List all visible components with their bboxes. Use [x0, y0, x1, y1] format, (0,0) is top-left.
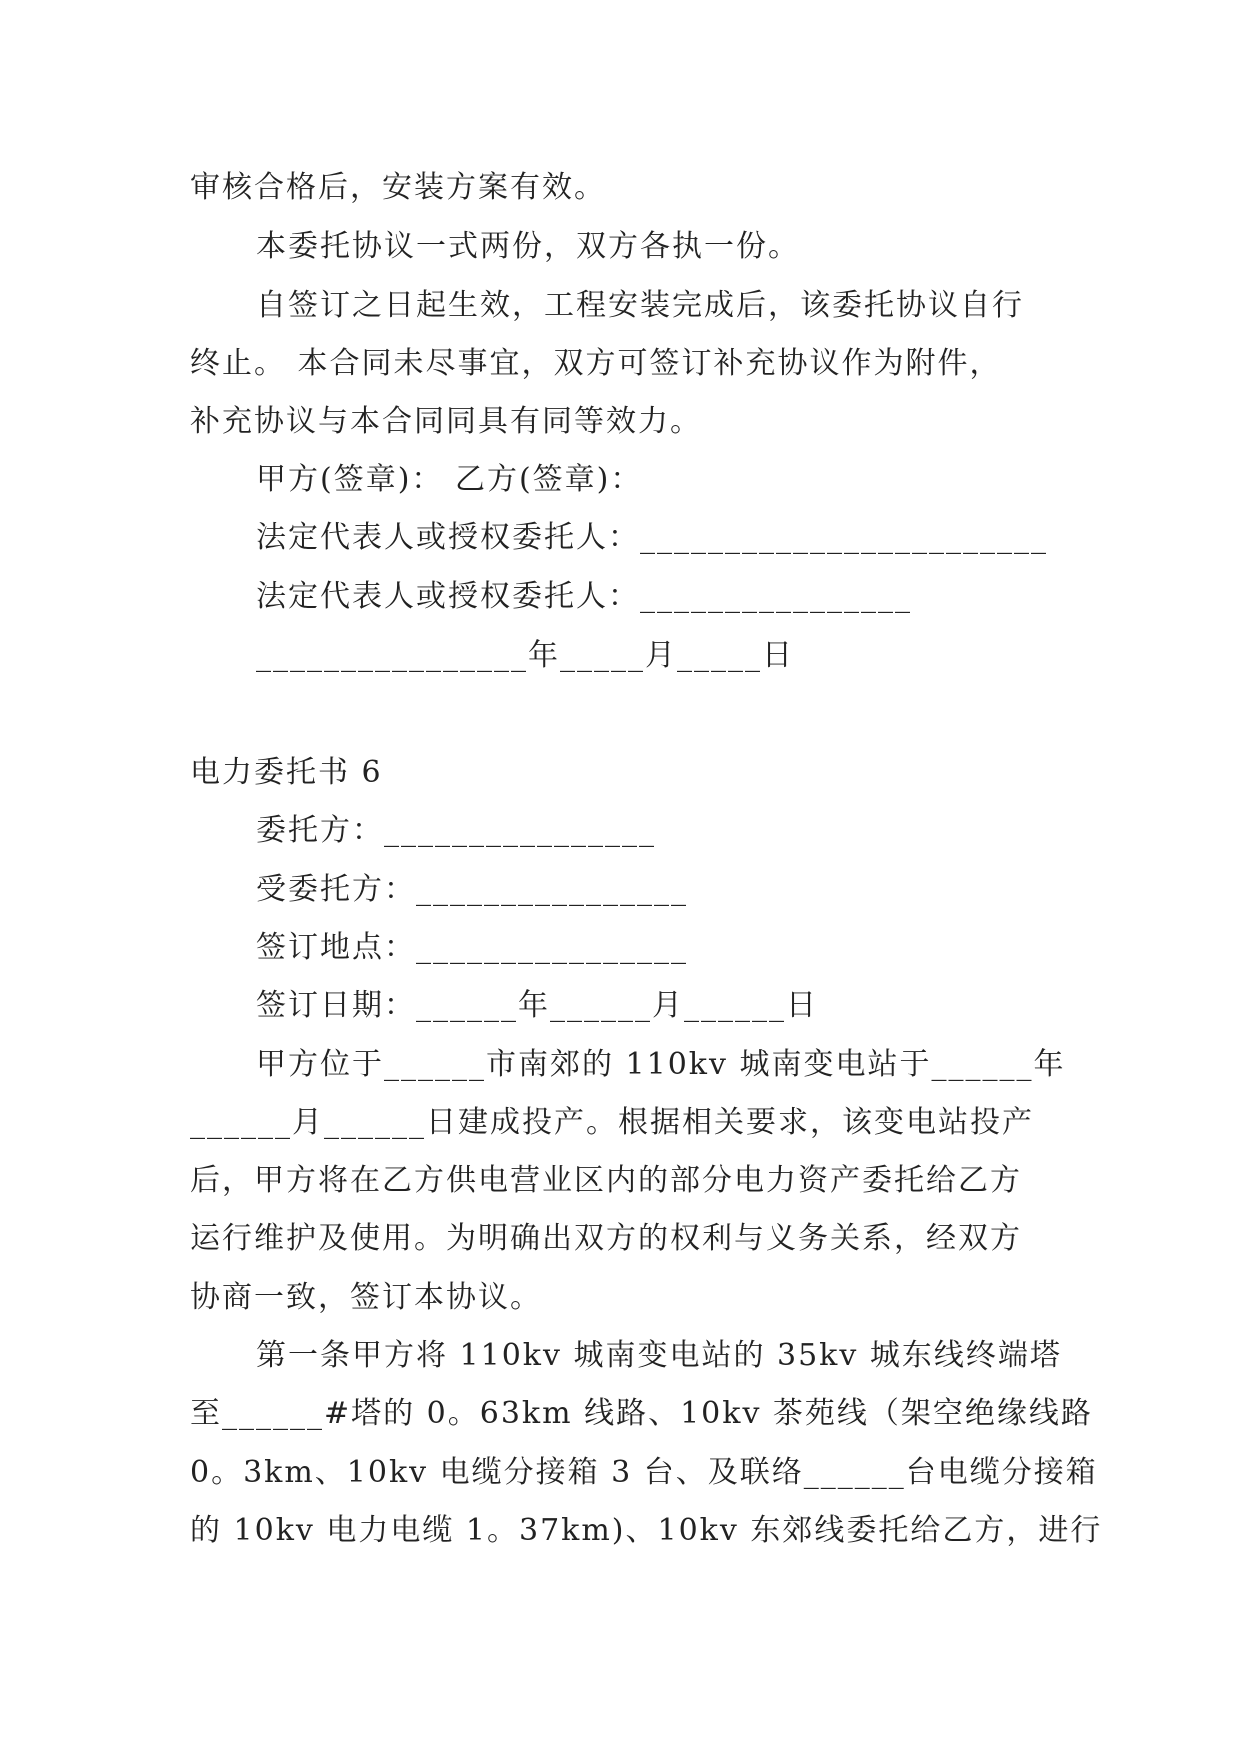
paragraph-line: 运行维护及使用。为明确出双方的权利与义务关系，经双方	[190, 1221, 1022, 1256]
signature-line: 甲方(签章)： 乙方(签章)：	[256, 462, 643, 497]
paragraph-line: 审核合格后，安装方案有效。	[190, 170, 606, 205]
paragraph-line: 本委托协议一式两份，双方各执一份。	[256, 229, 800, 264]
paragraph-line: ______月______日建成投产。根据相关要求，该变电站投产	[190, 1105, 1034, 1140]
signature-line: 法定代表人或授权委托人：________________	[256, 579, 912, 614]
paragraph-line: 第一条甲方将 110kv 城南变电站的 35kv 城东线终端塔	[256, 1338, 1062, 1373]
paragraph-line: 0。3km、10kv 电缆分接箱 3 台、及联络______台电缆分接箱	[190, 1455, 1098, 1490]
paragraph-line: 终止。 本合同未尽事宜，双方可签订补充协议作为附件，	[190, 346, 1002, 381]
field-line: 签订地点：________________	[256, 930, 688, 965]
paragraph-line: 后，甲方将在乙方供电营业区内的部分电力资产委托给乙方	[190, 1163, 1022, 1198]
paragraph-line: 至______#塔的 0。63km 线路、10kv 茶苑线（架空绝缘线路	[190, 1396, 1093, 1431]
date-line: ________________年_____月_____日	[256, 638, 794, 673]
paragraph-line: 甲方位于______市南郊的 110kv 城南变电站于______年	[256, 1047, 1066, 1082]
field-line: 委托方：________________	[256, 813, 656, 848]
paragraph-line: 补充协议与本合同同具有同等效力。	[190, 404, 702, 439]
field-line: 受委托方：________________	[256, 872, 688, 907]
paragraph-line: 自签订之日起生效，工程安装完成后，该委托协议自行	[256, 288, 1024, 323]
paragraph-line: 的 10kv 电力电缆 1。37km)、10kv 东郊线委托给乙方，进行	[190, 1513, 1103, 1548]
paragraph-line: 协商一致，签订本协议。	[190, 1280, 542, 1315]
field-line: 签订日期：______年______月______日	[256, 988, 818, 1023]
section-title: 电力委托书 6	[190, 755, 383, 790]
signature-line: 法定代表人或授权委托人：________________________	[256, 520, 1048, 555]
